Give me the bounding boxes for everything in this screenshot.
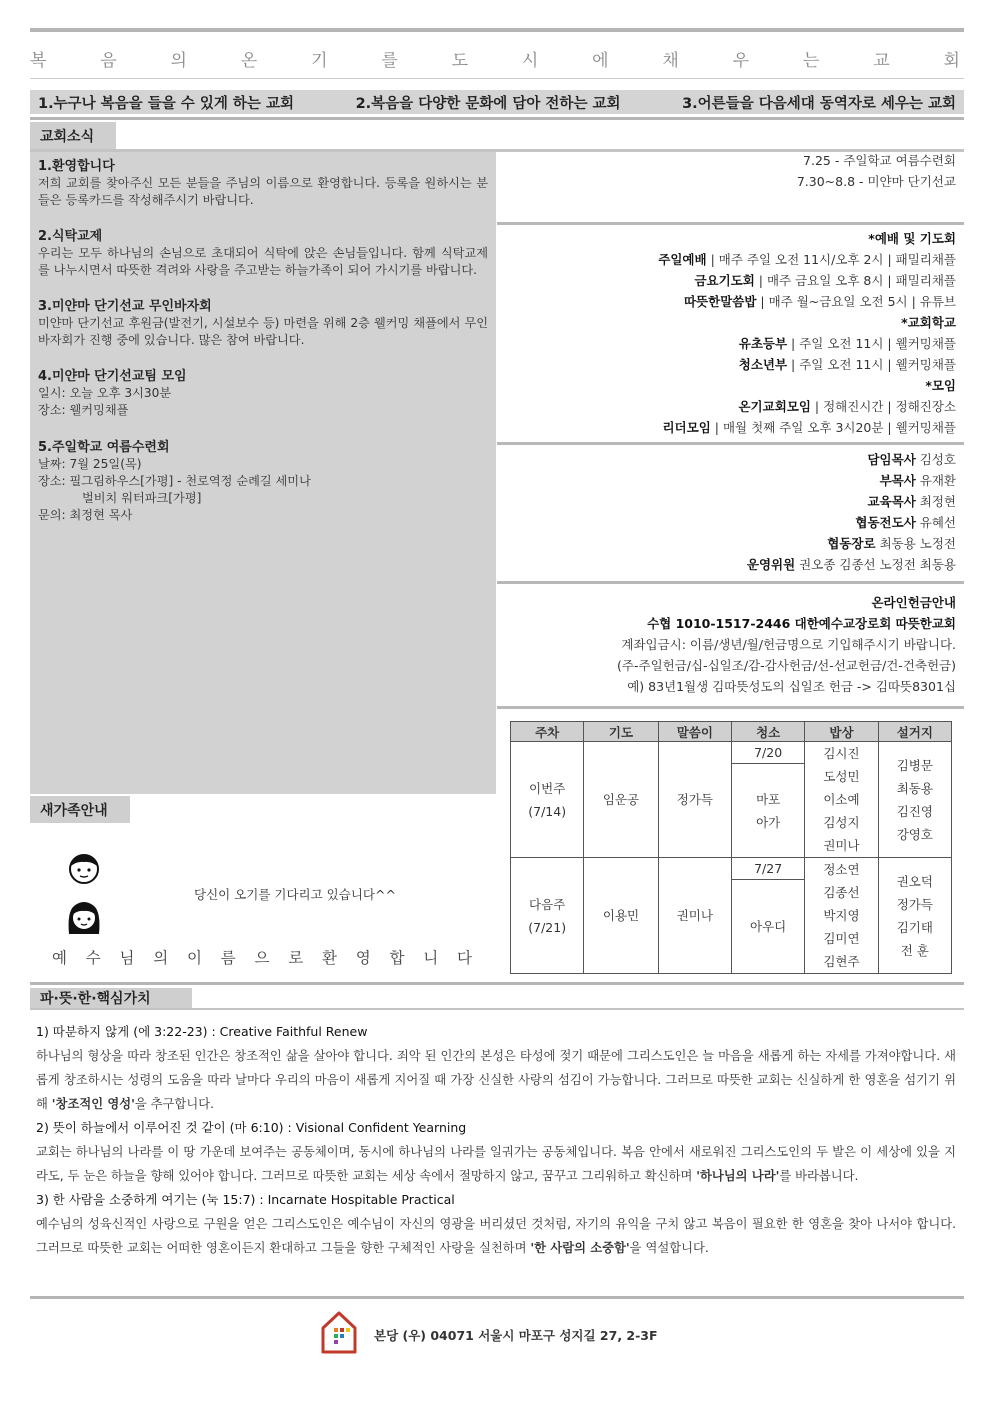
welcome-char: 이 (187, 949, 202, 967)
motto-char: 를 (381, 51, 398, 71)
boy-icon (66, 850, 102, 886)
welcome-char: 다 (457, 949, 472, 967)
motto-char: 회 (943, 51, 960, 71)
right-divider (497, 706, 964, 709)
news-item-fellowship: 2.식탁교제 우리는 모두 하나님의 손님으로 초대되어 식탁에 앉은 손님들입니다. 함께 식탁교제를 나누시면서 따뜻한 격려와 사랑을 주고받는 하늘가족이 되어 가시기를 바랍니다. (38, 229, 488, 277)
worship-item: 따뜻한말씀밥 | 매주 월~금요일 오전 5시 | 유튜브 (683, 294, 956, 309)
staff-row: 협동전도사 유혜선 (855, 515, 956, 530)
newcomer-tag: 새가족안내 (30, 796, 130, 823)
welcome-char: 예 (52, 949, 67, 967)
vision-item-1: 1.누구나 복음을 들을 수 있게 하는 교회 (38, 95, 294, 112)
news-item-summer-retreat: 5.주일학교 여름수련회 날짜: 7월 25일(목) 장소: 필그림하우스[가평] - 천로역정 순례길 세미나 벌비치 워터파크[가평] 문의: 최정현 목사 (38, 440, 311, 522)
welcome-char: 으 (254, 949, 270, 967)
girl-icon (66, 898, 102, 936)
table-row: 아우디 (511, 880, 952, 974)
top-divider (30, 28, 964, 32)
motto-divider (30, 78, 964, 79)
news-panel (30, 152, 496, 794)
welcome-char: 환 (322, 949, 337, 967)
right-divider (497, 222, 964, 225)
vision-divider (30, 117, 964, 120)
welcome-char: 니 (423, 949, 439, 967)
motto-char: 의 (170, 51, 187, 71)
meeting-item: 리더모임 | 매월 첫째 주일 오후 3시20분 | 웰커밍채플 (662, 420, 956, 435)
staff-row: 협동장로 최동용 노정전 (827, 536, 956, 551)
table-row: 마포 아가 (511, 764, 952, 858)
worship-item: 금요기도회 | 매주 금요일 오후 8시 | 패밀리채플 (694, 273, 956, 288)
welcome-char: 영 (355, 949, 371, 967)
values-divider (30, 982, 964, 985)
core-value-item: 3) 한 사람을 소중하게 여기는 (눅 15:7) : Incarnate Hospitable Practical 예수님의 성육신적인 사랑으로 구원을 얻은 그리스도인은 예수님이 자신의 영광을 버리셨던 것처럼, 자기의 유익을 구치 않고 복음이 필요한 한 영혼을 찾아 나서야 합니다. 그러므로 따뜻한 교회는 어떠한 영혼이든지 환대하고 그들을 향한 구체적인 사랑을 실천하며 '한 사람의 소중함'을 역설합니다. (36, 1192, 956, 1255)
table-row: 이번주 (7/14) 임운공 정가득 7/20 김시진 도성민 이소예 김성지 권미나 김병문 최동용 김진영 강영호 (511, 742, 952, 764)
church-house-logo-icon (320, 1310, 358, 1354)
motto-char: 에 (592, 51, 609, 71)
welcome-char: 수 (85, 949, 101, 967)
church-motto (30, 46, 960, 71)
staff-row: 담임목사 김성호 (867, 452, 956, 467)
schedule-block (497, 150, 964, 192)
core-value-item: 2) 뜻이 하늘에서 이루어진 것 같이 (마 6:10) : Visional Confident Yearning 교회는 하나님의 나라를 이 땅 가운데 보여주는 공동체이며, 동시에 하나님의 나라를 일궈가는 공동체입니다. 복음 안에서 새로워진 그리스도인의 두 발은 이 세상에 있을 지라도, 두 눈은 하늘을 향해 있어야 합니다. 그러므로 따뜻한 교회는 세상 속에서 절망하지 않고, 꿈꾸고 그리워하고 확신하며 '하나님의 나라'를 바라봅니다. (36, 1120, 956, 1183)
offering-note: 예) 83년1월생 김따뜻성도의 십일조 헌금 -> 김따뜻8301십 (627, 679, 956, 694)
church-news-tag: 교회소식 (30, 122, 116, 149)
offering-note: 계좌입금시: 이름/생년/월/헌금명으로 기입해주시기 바랍니다. (621, 637, 956, 652)
motto-char: 채 (662, 51, 679, 71)
meeting-item: 온기교회모임 | 정해진시간 | 정해진장소 (738, 399, 956, 414)
core-values (36, 1020, 956, 1260)
staff-row: 부목사 유재환 (879, 473, 956, 488)
news-item-mission-meeting: 4.미얀마 단기선교팀 모임 일시: 오늘 오후 3시30분 장소: 웰커밍채플 (38, 369, 187, 417)
schedule-item: 7.25 - 주일학교 여름수련회 (803, 153, 956, 168)
right-divider (497, 442, 964, 445)
worship-item: 주일예배 | 매주 주일 오전 11시/오후 2시 | 패밀리채플 (658, 252, 956, 267)
values-tag-divider (30, 1008, 964, 1010)
welcome-char: 님 (119, 949, 135, 967)
welcome-slogan (52, 946, 472, 968)
motto-char: 우 (732, 51, 750, 71)
motto-char: 도 (451, 51, 469, 71)
welcome-char: 합 (389, 949, 405, 967)
newcomer-message: 당신이 오기를 기다리고 있습니다^^ (194, 887, 396, 902)
welcome-char: 로 (288, 949, 304, 967)
worship-heading: *예배 및 기도회 (868, 231, 956, 246)
core-values-tag: 파·뜻·한·핵심가치 (30, 988, 192, 1008)
motto-char: 교 (873, 51, 890, 71)
staff-row: 운영위원 권오종 김종선 노정전 최동용 (746, 557, 956, 572)
duty-table (510, 721, 952, 974)
news-item-bazaar: 3.미얀마 단기선교 무인바자회 미얀마 단기선교 후원금(발전기, 시설보수 등) 마련을 위해 2층 웰커밍 채플에서 무인바자회가 진행 중에 있습니다. 많은 참여 바랍니다. (38, 299, 488, 347)
footer-address: 본당 (우) 04071 서울시 마포구 성지길 27, 2-3F (374, 1328, 658, 1343)
vision-item-3: 3.어른들을 다음세대 동역자로 세우는 교회 (682, 95, 956, 112)
school-item: 청소년부 | 주일 오전 11시 | 웰커밍채플 (738, 357, 956, 372)
welcome-char: 의 (153, 949, 169, 967)
core-value-item: 1) 따분하지 않게 (에 3:22-23) : Creative Faithful Renew 하나님의 형상을 따라 창조된 인간은 창조적인 삶을 살아야 합니다. 죄악 된 인간의 본성은 타성에 젖기 때문에 그리스도인은 늘 마음을 새롭게 하는 자세를 가져야합니다. 새롭게 창조하시는 성령의 도움을 따라 날마다 우리의 마음이 새롭게 지어질 때 가장 신실한 사랑의 섬김이 가능합니다. 그러므로 따뜻한 교회는 신실하게 한 영혼을 섬기기 위해 '창조적인 영성'을 추구합니다. (36, 1024, 956, 1111)
duty-header-row: 주차 기도 말씀이 청소 밥상 설거지 (511, 722, 952, 742)
offering-block (497, 592, 964, 697)
vision-bar (30, 90, 964, 114)
motto-char: 음 (100, 51, 117, 71)
motto-char: 기 (311, 51, 328, 71)
staff-row: 교육목사 최정현 (867, 494, 956, 509)
footer (0, 1308, 992, 1360)
staff-block (497, 449, 964, 575)
right-divider (497, 581, 964, 584)
school-item: 유초등부 | 주일 오전 11시 | 웰커밍채플 (738, 336, 956, 351)
motto-char: 복 (30, 51, 47, 71)
motto-char: 시 (521, 51, 539, 71)
vision-item-2: 2.복음을 다양한 문화에 담아 전하는 교회 (355, 95, 621, 112)
schedule-item: 7.30~8.8 - 미얀마 단기선교 (796, 174, 956, 189)
worship-block (497, 228, 964, 438)
footer-divider (30, 1296, 964, 1299)
motto-char: 온 (240, 51, 258, 71)
table-row: 다음주 (7/21) 이용민 권미나 7/27 정소연 김종선 박지영 김미연 김현주 권오덕 정가득 김기태 전 훈 (511, 858, 952, 880)
news-item-welcome: 1.환영합니다 저희 교회를 찾아주신 모든 분들을 주님의 이름으로 환영합니다. 등록을 원하시는 분들은 등록카드를 작성해주시기 바랍니다. (38, 159, 488, 207)
motto-char: 는 (802, 51, 820, 71)
welcome-char: 름 (220, 949, 236, 967)
offering-account: 수협 1010-1517-2446 대한예수교장로회 따뜻한교회 (647, 616, 956, 631)
meeting-heading: *모임 (925, 378, 956, 393)
school-heading: *교회학교 (901, 315, 956, 330)
offering-note: (주-주일헌금/십-십일조/감-감사헌금/선-선교헌금/건-건축헌금) (617, 658, 956, 673)
offering-heading: 온라인헌금안내 (871, 595, 956, 610)
